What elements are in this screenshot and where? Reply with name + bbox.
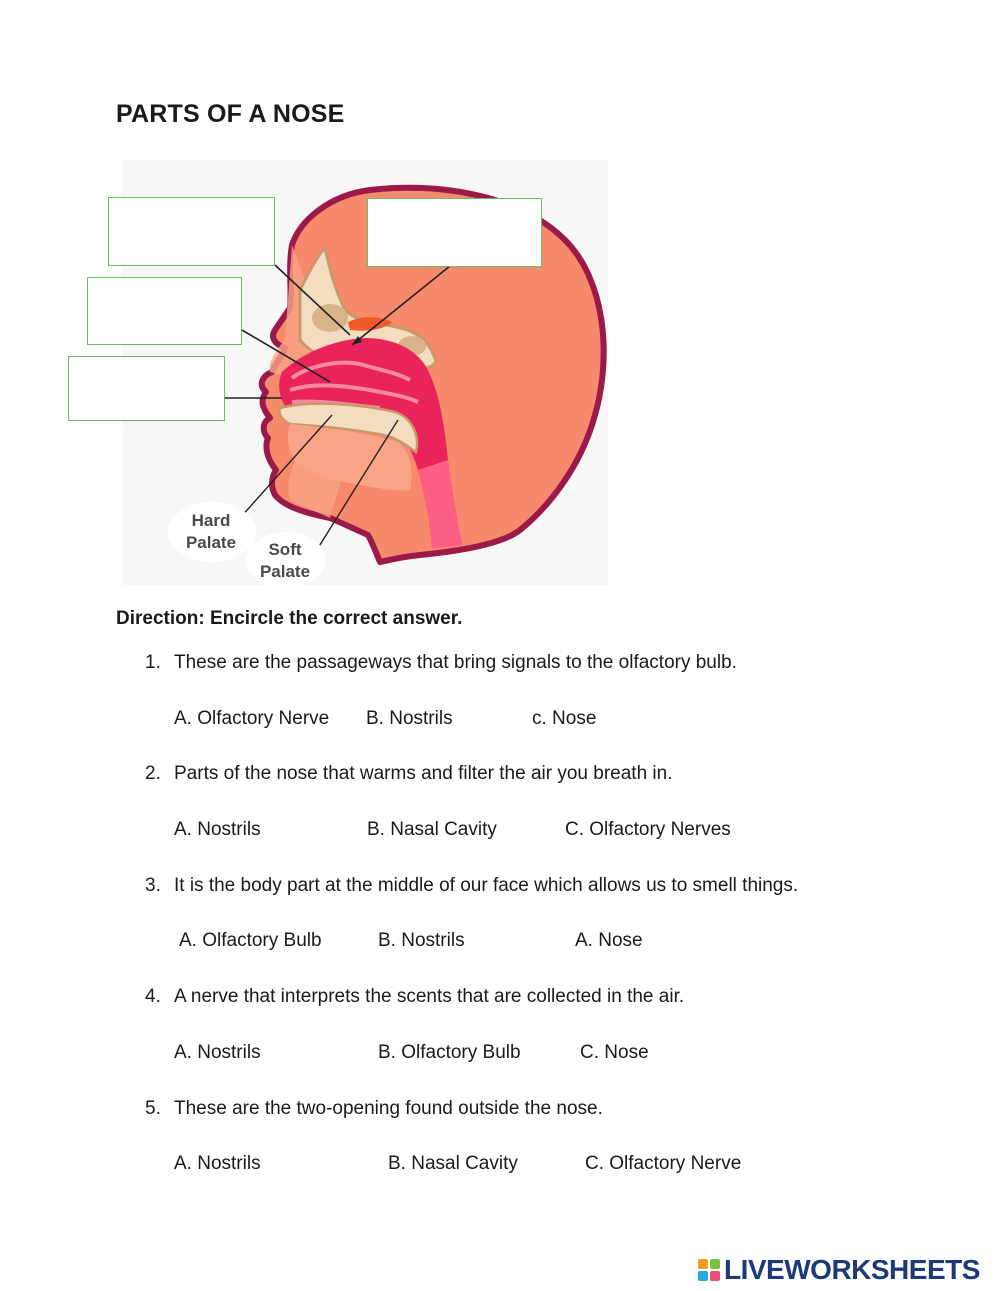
question-5 — [145, 1098, 603, 1120]
answer-box-2[interactable] — [367, 198, 542, 267]
question-1 — [145, 652, 737, 674]
logo-square-3 — [698, 1271, 708, 1281]
question-text: These are the passageways that bring signals to the olfactory bulb. — [174, 652, 737, 673]
q5-option-c[interactable]: C. Olfactory Nerve — [585, 1153, 742, 1174]
q5-option-b[interactable]: B. Nasal Cavity — [388, 1153, 518, 1174]
soft-palate-label: Soft Palate — [259, 540, 311, 581]
q1-option-b[interactable]: B. Nostrils — [366, 708, 453, 729]
q4-option-c[interactable]: C. Nose — [580, 1042, 649, 1063]
logo-square-2 — [710, 1259, 720, 1269]
page-title: PARTS OF A NOSE — [116, 100, 345, 128]
nose-diagram — [0, 150, 640, 600]
logo-square-4 — [710, 1271, 720, 1281]
question-3 — [145, 875, 798, 897]
q1-option-a[interactable]: A. Olfactory Nerve — [174, 708, 330, 729]
q3-option-a[interactable]: A. Olfactory Bulb — [179, 930, 322, 951]
q1-option-c[interactable]: c. Nose — [532, 708, 597, 729]
q2-option-a[interactable]: A. Nostrils — [174, 819, 261, 840]
logo-text: LIVEWORKSHEETS — [724, 1254, 980, 1285]
question-2 — [145, 763, 672, 785]
q5-option-a[interactable]: A. Nostrils — [174, 1153, 261, 1174]
question-number: 4. — [145, 986, 161, 1007]
answer-box-1[interactable] — [108, 197, 275, 266]
question-number: 3. — [145, 875, 161, 896]
question-text: It is the body part at the middle of our face which allows us to smell things. — [174, 875, 799, 896]
q2-option-b[interactable]: B. Nasal Cavity — [367, 819, 497, 840]
q4-option-b[interactable]: B. Olfactory Bulb — [378, 1042, 521, 1063]
question-text: These are the two-opening found outside the nose. — [174, 1098, 603, 1119]
question-number: 1. — [145, 652, 161, 673]
question-number: 2. — [145, 763, 161, 784]
liveworksheets-logo[interactable] — [697, 1252, 980, 1288]
hard-palate-label: Hard Palate — [185, 511, 237, 552]
q3-option-b[interactable]: B. Nostrils — [378, 930, 465, 951]
q4-option-a[interactable]: A. Nostrils — [174, 1042, 261, 1063]
q2-option-c[interactable]: C. Olfactory Nerves — [565, 819, 731, 840]
answer-box-4[interactable] — [68, 356, 225, 421]
direction-text: Direction: Encircle the correct answer. — [116, 608, 463, 629]
q3-option-c[interactable]: A. Nose — [575, 930, 643, 951]
question-number: 5. — [145, 1098, 161, 1119]
logo-mark-icon — [697, 1258, 721, 1282]
question-4 — [145, 986, 684, 1008]
answer-box-3[interactable] — [87, 277, 242, 345]
question-text: A nerve that interprets the scents that are collected in the air. — [174, 986, 685, 1007]
logo-square-1 — [698, 1259, 708, 1269]
question-text: Parts of the nose that warms and filter the air you breath in. — [174, 763, 673, 784]
